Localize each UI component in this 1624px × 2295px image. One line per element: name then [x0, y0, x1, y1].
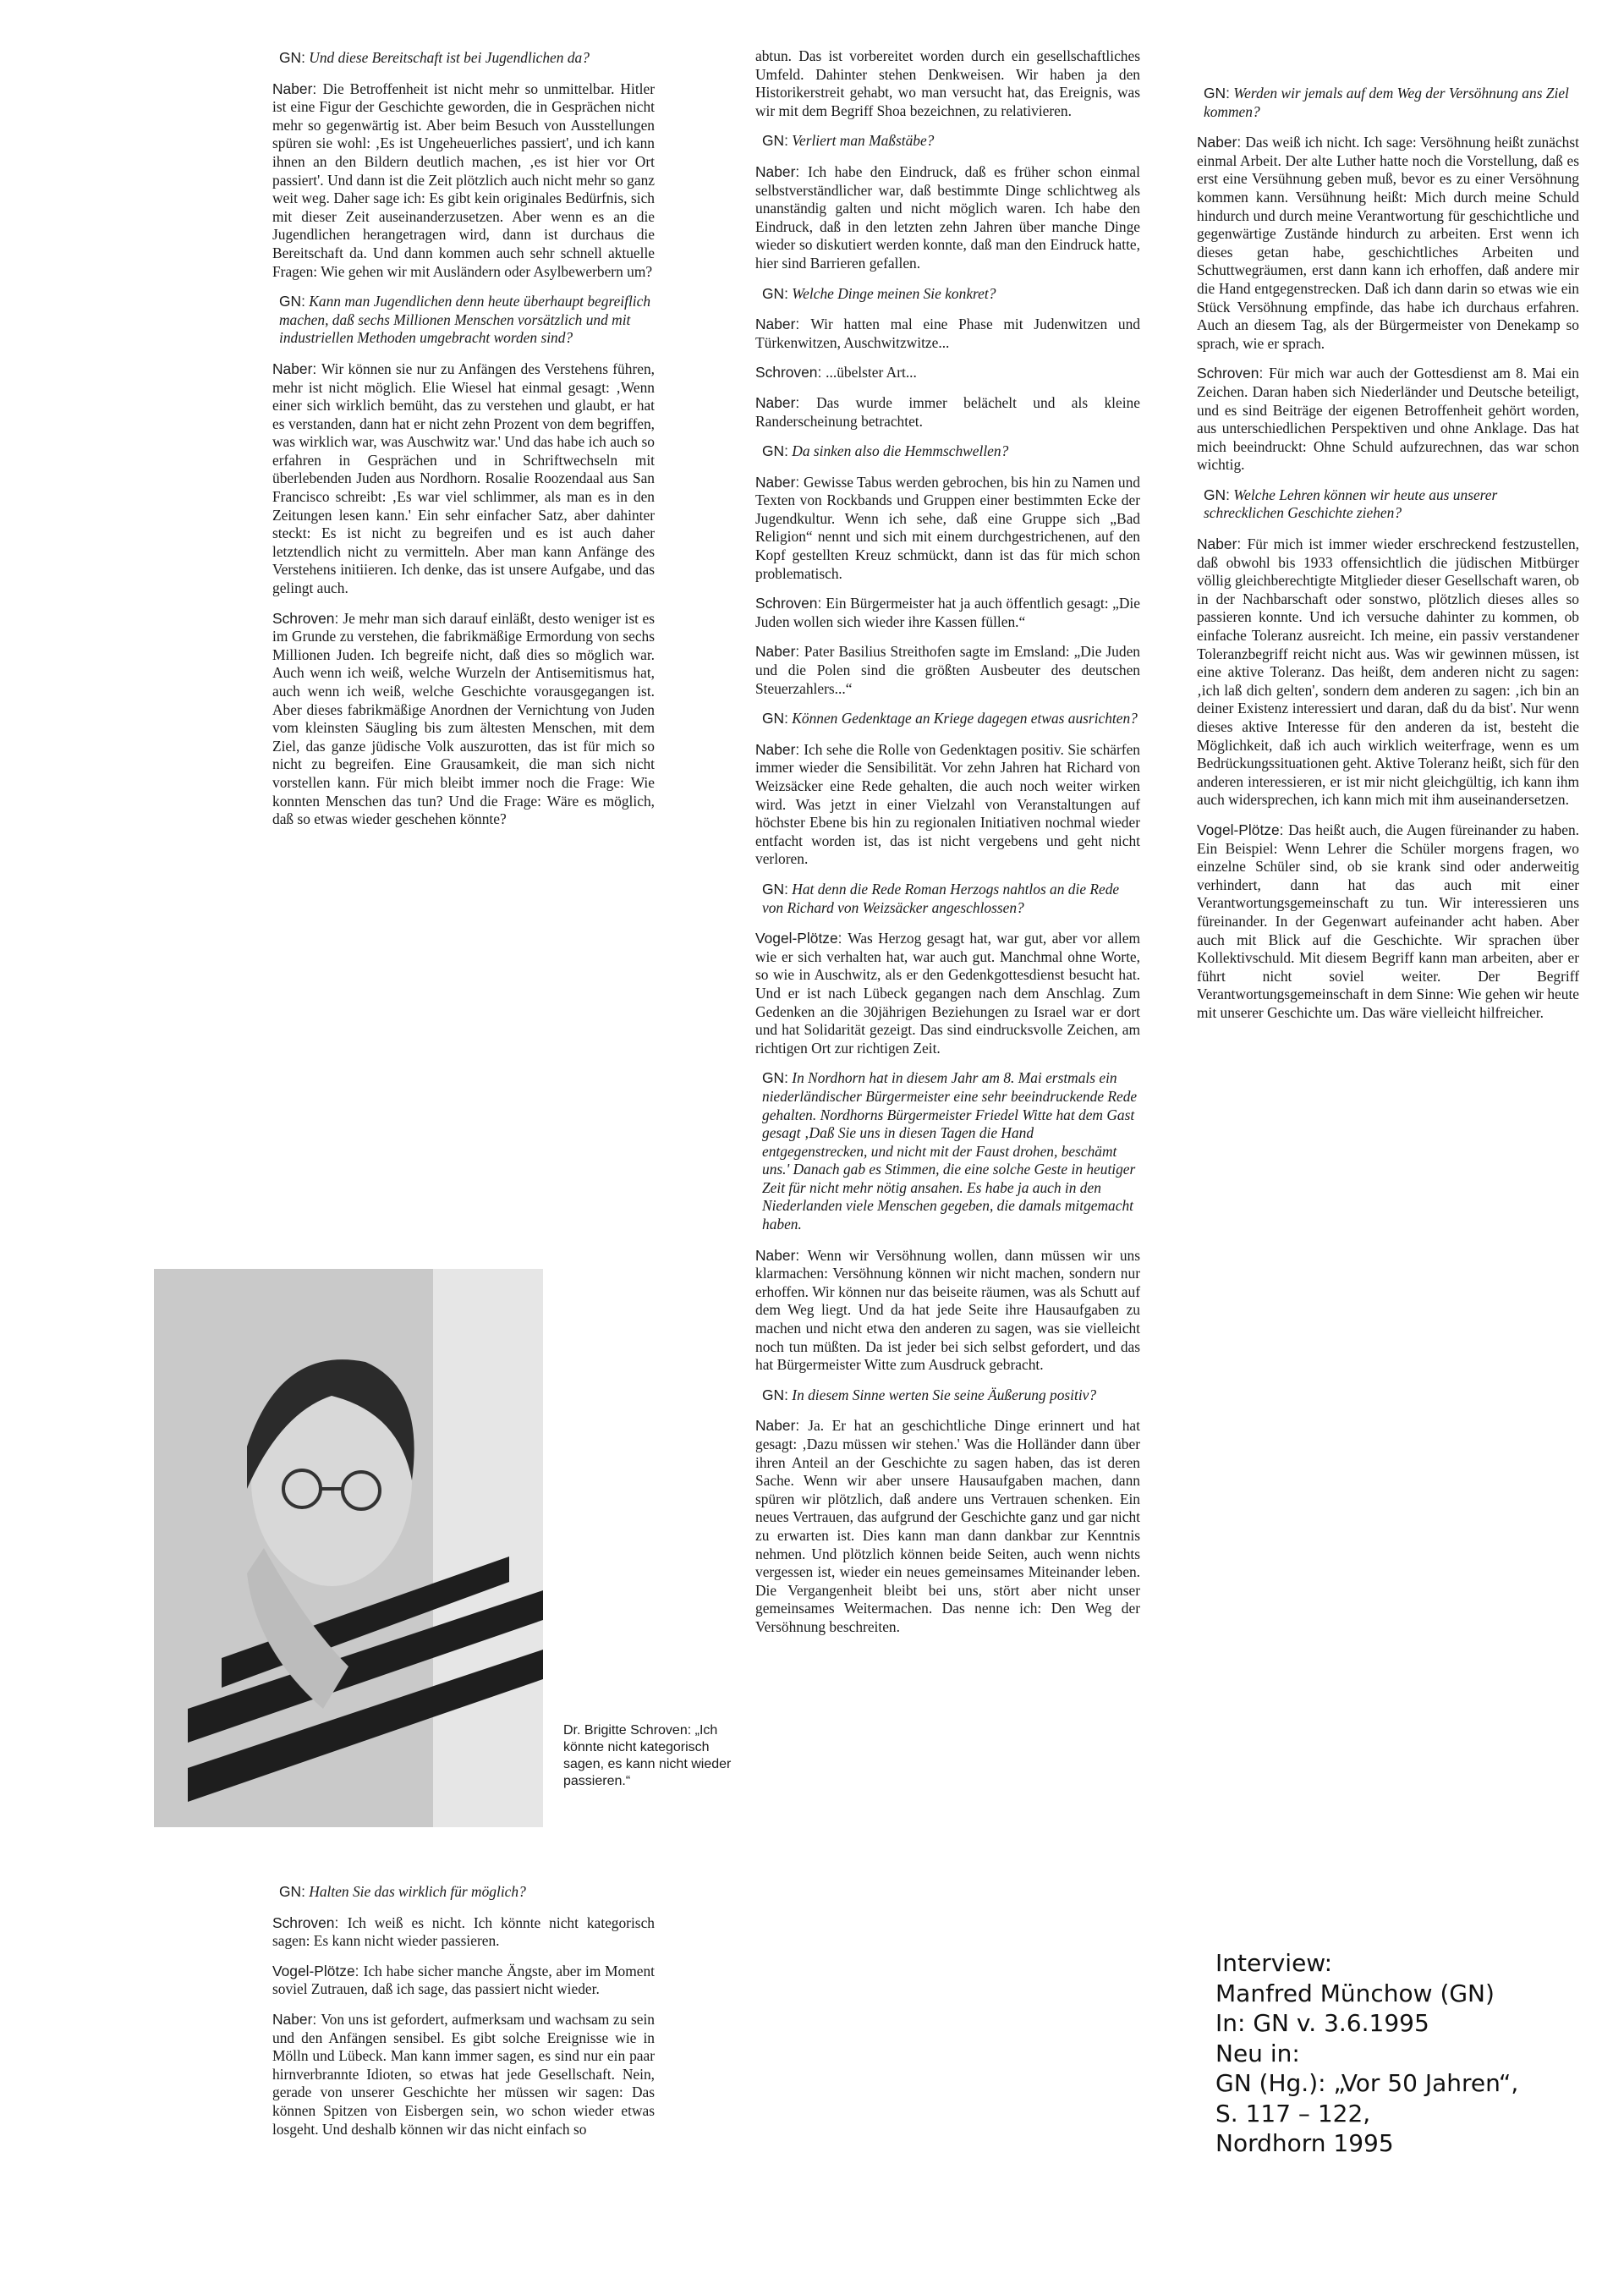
speaker-label: Naber:: [755, 162, 800, 180]
column-2: [755, 47, 1140, 1649]
speaker-label: Naber:: [1197, 134, 1242, 151]
photo-caption: Dr. Brigitte Schroven: „Ich könnte nicht kategorisch sagen, es kann nicht wieder passieren.“: [563, 1723, 732, 1788]
speaker-label: GN:: [1204, 85, 1230, 102]
speaker-label: Schroven:: [755, 595, 822, 612]
paragraph-text: Das weiß ich nicht. Ich sage: Versöhnung heißt zunächst einmal Arbeit. Der alte Luther hatte noch die Vorstellung, daß es erst eine Versühnung geben muß, bevor es zu einer Versöhnung kommen kann. Versühnung heißt: Mich durch meine Schuld hindurch und durch meine Verantwortung für geschichtliche und gegenwärtige Zustände hindurch zu arbeiten. Erst wenn ich dieses getan habe, geschichtliches Arbeiten und Schuttwegräumen, erst dann kann ich erhoffen, daß andere mir die Hand entgegenstrecken. Daß ich dann darin so etwas wie ein Stück Versöhnung empfinde, das habe ich durchaus erfahren. Auch an diesem Tag, als der Bürgermeister von Denekamp so sprach, wie er sprach.: [1197, 134, 1579, 352]
interview-answer: [755, 1417, 1140, 1636]
interview-question: [755, 710, 1140, 728]
speaker-label: Naber:: [755, 393, 800, 411]
interview-question: [1197, 486, 1579, 523]
paragraph-text: Ich habe sicher manche Ängste, aber im Moment soviel Zutrauen, daß ich sage, das passiert nicht wieder.: [272, 1962, 655, 1998]
interview-question: [755, 881, 1140, 917]
speaker-label: GN:: [762, 442, 788, 460]
paragraph-text: ...übelster Art...: [826, 364, 917, 382]
portrait-photo: [154, 1269, 543, 1827]
speaker-label: Naber:: [272, 360, 317, 377]
paragraph-text: Was Herzog gesagt hat, war gut, aber vor allem wie er sich verhalten hat, war auch gut. Manchmal ohne Worte, so wie in Auschwitz, als er den Gedenkgottesdienst besucht hat. Und er ist nach Lübeck gegangen nach dem Anschlag. Zum Gedenken an die 30jährigen Beziehungen zu Israel war er dort und hat Solidarität gezeigt. Das sind eindrucksvolle Zeichen, am richtigen Ort zur richtigen Zeit.: [755, 930, 1140, 1057]
paragraph-text: Ich weiß es nicht. Ich könnte nicht kategorisch sagen: Es kann nicht wieder passieren.: [272, 1913, 655, 1950]
speaker-label: GN:: [762, 1069, 788, 1087]
speaker-label: GN:: [279, 1883, 305, 1900]
speaker-label: Naber:: [755, 643, 800, 661]
interview-answer: [755, 163, 1140, 273]
paragraph-text: Halten Sie das wirklich für möglich?: [309, 1883, 526, 1900]
speaker-label: Naber:: [755, 473, 800, 491]
paragraph-text: Welche Lehren können wir heute aus unserer schrecklichen Geschichte ziehen?: [1204, 486, 1498, 522]
source-credit: [1215, 1948, 1520, 2159]
interview-answer: [755, 47, 1140, 120]
column-1: [272, 49, 655, 841]
speaker-label: GN:: [762, 132, 788, 150]
paragraph-text: Ein Bürgermeister hat ja auch öffentlich gesagt: „Die Juden wollen sich wieder ihre Kassen füllen.“: [755, 595, 1140, 630]
speaker-label: GN:: [762, 1386, 788, 1403]
interview-question: [272, 1883, 655, 1902]
column-3: [1197, 85, 1579, 1035]
speaker-label: Naber:: [272, 2010, 317, 2028]
paragraph-text: Das wurde immer belächelt und als kleine Randerscheinung betrachtet.: [755, 393, 1140, 430]
interview-answer: [755, 930, 1140, 1057]
speaker-label: Naber:: [1197, 535, 1242, 553]
speaker-label: Vogel-Plötze:: [1197, 821, 1284, 838]
interview-answer: [272, 610, 655, 829]
credit-line: Manfred Münchow (GN): [1215, 1979, 1495, 2007]
interview-question: [755, 132, 1140, 151]
paragraph-text: Wir hatten mal eine Phase mit Judenwitzen und Türkenwitzen, Auschwitzwitze...: [755, 316, 1140, 351]
speaker-label: Naber:: [755, 1246, 800, 1264]
interview-answer: [272, 360, 655, 598]
credit-line: GN (Hg.): „Vor 50 Jahren“,: [1215, 2069, 1519, 2097]
paragraph-text: In Nordhorn hat in diesem Jahr am 8. Mai erstmals ein niederländischer Bürgermeister eine sehr beeindruckende Rede gehalten. Nordhorns Bürgermeister Friedel Witte hat dem Gast gesagt ‚Daß Sie uns in diesen Tagen die Hand entgegenstrecken, und nicht mit der Faust drohen, beschämt uns.' Danach gab es Stimmen, die eine solche Geste in heutiger Zeit für nicht mehr nötig ansahen. Es habe ja auch in den Niederlanden viele Menschen gegeben, die damals mitgemacht haben.: [762, 1069, 1138, 1233]
paragraph-text: Verliert man Maßstäbe?: [792, 132, 935, 150]
speaker-label: Vogel-Plötze:: [755, 930, 842, 947]
column-1-lower: [272, 1883, 655, 2150]
paragraph-text: Von uns ist gefordert, aufmerksam und wachsam zu sein und den Anfängen sensibel. Es gibt solche Ereignisse wie in Mölln und Lübeck. Man kann immer sagen, es sind nur ein paar hirnverbrannte Idioten, so etwas hat jede Gesellschaft. Nein, gerade von unserer Geschichte her müssen wir sagen: Das können Spitzen von Eisbergen sein, wo schon wieder etwas losgeht. Und deshalb können wir das nicht einfach so: [272, 2010, 655, 2138]
paragraph-text: Ich habe den Eindruck, daß es früher schon einmal selbstverständlicher war, daß bestimmte Dinge schlichtweg als unanständig galten und nicht möglich waren. Ich habe den Eindruck, daß in den letzten zehn Jahren über manche Dinge wieder so diskutiert werden konnte, daß man den Eindruck hatte, hier sind Barrieren gefallen.: [755, 162, 1140, 272]
speaker-label: Naber:: [272, 80, 317, 97]
interview-answer: [272, 1914, 655, 1951]
paragraph-text: Hat denn die Rede Roman Herzogs nahtlos an die Rede von Richard von Weizsäcker angeschlossen?: [762, 880, 1120, 916]
interview-question: [1197, 85, 1579, 121]
paragraph-text: In diesem Sinne werten Sie seine Äußerung positiv?: [792, 1386, 1097, 1403]
speaker-label: GN:: [762, 710, 788, 727]
paragraph-text: Je mehr man sich darauf einläßt, desto weniger ist es im Grunde zu verstehen, die fabrikmäßige Ermordung von sechs Millionen Juden. Ich begreife nicht, daß dies so möglich war. Auch wenn ich weiß, welche Wurzeln der Antisemitismus hat, auch wenn ich weiß, welche Geschichte vorausgegangen ist. Aber dieses fabrikmäßige Anordnen der Vernichtung von Juden vom kleinsten Säugling bis zum ältesten Menschen, mit dem Ziel, das ganze jüdische Volk auszurotten, das ist für mich so nicht zu begreifen. Eine Grausamkeit, die man sich nicht vorstellen kann. Für mich bleibt immer noch die Frage: Wie konnten Menschen das tun? Und die Frage: Wäre es möglich, daß so etwas wieder geschehen könnte?: [272, 609, 655, 828]
paragraph-text: Ich sehe die Rolle von Gedenktagen positiv. Sie schärfen immer wieder die Sensibilität. Vor zehn Jahren hat Richard von Weizsäcker eine Rede gehalten, die auch noch weiter wirken wird. Was jetzt in einer Vielzahl von Veranstaltungen auf höchster Ebene bis hin zu regionalen Initiativen nochmal wieder entfacht worden ist, das ist nicht vergebens und geht nicht verloren.: [755, 740, 1140, 868]
paragraph-text: Welche Dinge meinen Sie konkret?: [792, 284, 996, 302]
interview-question: [755, 1069, 1140, 1233]
credit-line: Neu in:: [1215, 2039, 1300, 2067]
interview-answer: [755, 595, 1140, 631]
interview-question: [755, 1386, 1140, 1405]
interview-answer: [1197, 134, 1579, 353]
speaker-label: GN:: [762, 880, 788, 898]
interview-answer: [272, 1963, 655, 1999]
speaker-label: GN:: [279, 293, 305, 310]
speaker-label: GN:: [762, 284, 788, 302]
speaker-label: Naber:: [755, 316, 800, 333]
paragraph-text: Und diese Bereitschaft ist bei Jugendlichen da?: [309, 49, 590, 66]
paragraph-text: Das heißt auch, die Augen füreinander zu haben. Ein Beispiel: Wenn Lehrer die Schüler morgens fragen, wo einzelne Schüler sind, ob sie krank sind oder anderweitig verhindert, dann hat das auch mit einer Verantwortungsgemeinschaft zu tun. Wir interessieren uns füreinander. In der Gegenwart aufeinander acht haben. Aber auch mit Blick auf die Geschichte. Wir sprachen über Kollektivschuld. Mit diesem Begriff kann man arbeiten, aber er führt nicht soviel weiter. Der Begriff Verantwortungsgemeinschaft in dem Sinne: Wie gehen wir heute mit unserer Geschichte um. Das wäre vielleicht hilfreicher.: [1197, 821, 1579, 1021]
interview-question: [272, 49, 655, 68]
interview-answer: [755, 364, 1140, 382]
paragraph-text: Gewisse Tabus werden gebrochen, bis hin zu Namen und Texten von Rockbands und Gruppen einer bestimmten Ecke der Jugendkultur. Wenn ich sehe, daß eine Gruppe sich „Bad Religion“ nennt und sich mit einem durchgestrichenen, auf den Kopf gestellten Kreuz schmückt, dann ist das für mich schon problematisch.: [755, 473, 1140, 582]
paragraph-text: Für mich war auch der Gottesdienst am 8. Mai ein Zeichen. Daran haben sich Niederländer und Deutsche beteiligt, und es sind Beiträge der eigenen Betroffenheit gehört worden, aus unterschiedlichen Perspektiven und ohne Anklage. Das hat mich beeindruckt: Ohne Schuld aufzurechnen, das war schon wichtig.: [1197, 365, 1580, 474]
credit-line: Interview:: [1215, 1949, 1333, 1977]
interview-answer: [755, 316, 1140, 352]
paragraph-text: Die Betroffenheit ist nicht mehr so unmittelbar. Hitler ist eine Figur der Geschichte geworden, die in Gesprächen nicht mehr so gegenwärtig ist. Aber beim Besuch von Ausstellungen spüren sie wohl: ‚Es ist Ungeheuerliches passiert', und ich kann ihnen an den Bildern deutlich machen, ‚es ist hier vor Ort passiert'. Und dann ist die Zeit plötzlich auch nicht mehr so ganz weit weg. Daher sage ich: Es gibt kein originales Bedürfnis, sich mit dieser Zeit auseinanderzusetzen. Aber wenn es an die Jugendlichen herangetragen wird, dann ist durchaus die Bereitschaft da. Und dann kommen auch sehr schnell aktuelle Fragen: Wie gehen wir mit Ausländern oder Asylbewerbern um?: [272, 80, 655, 280]
credit-line: Nordhorn 1995: [1215, 2129, 1394, 2157]
paragraph-text: Wir können sie nur zu Anfängen des Verstehens führen, mehr ist nicht möglich. Elie Wiesel hat einmal gesagt: ‚Wenn einer sich wirklich bemüht, das zu verstehen und glaubt, er hat es verstanden, dann hat er nicht zehn Prozent von dem begriffen, was wirklich war, was Auschwitz war.' Und das habe ich auch so erfahren in Gesprächen und in Schriftwechseln mit überlebenden Juden aus Nordhorn. Rosalie Roozendaal aus San Francisco schreibt: ‚Es war viel schlimmer, als man es in den Zeitungen lesen kann.' Ein sehr einfacher Satz, aber dahinter steckt: Es ist nicht zu begreifen und es ist auch daher letztendlich nicht zu vermitteln. Aber man kann Anfänge des Verstehens initiieren. Ich denke, das ist unsere Aufgabe, und das gelingt auch.: [272, 360, 655, 597]
interview-question: [755, 442, 1140, 461]
interview-answer: [755, 394, 1140, 431]
interview-answer: [1197, 535, 1579, 810]
interview-answer: [1197, 365, 1579, 475]
portrait-image-icon: [154, 1269, 543, 1827]
paragraph-text: Kann man Jugendlichen denn heute überhaupt begreiflich machen, daß sechs Millionen Menschen vorsätzlich und mit industriellen Methoden umgebracht worden sind?: [279, 293, 651, 347]
paragraph-text: abtun. Das ist vorbereitet worden durch ein gesellschaftliches Umfeld. Dahinter stehen Denkweisen. Wir haben ja den Historikerstreit gehabt, wo man versucht hat, das Ereignis, was wir mit dem Begriff Shoa bezeichnen, zu relativieren.: [755, 47, 1140, 119]
paragraph-text: Ja. Er hat an geschichtliche Dinge erinnert und hat gesagt: ‚Dazu müssen wir stehen.' Was die Holländer dann über ihren Anteil an der Geschichte zu sagen haben, das ist deren Sache. Wenn wir aber unsere Hausaufgaben machen, dann spüren wir plötzlich, daß andere uns Vertrauen schenken. Ein neues Vertrauen, das aufgrund der Geschichte ganz und gar nicht zu erwarten ist. Dies kann man dann dankbar zur Kenntnis nehmen. Und plötzlich können beide Seiten, auch wenn nichts vergessen ist, wieder ein neues gemeinsames Miteinander leben. Die Vergangenheit bleibt bei uns, stört aber nicht unser gemeinsames Weitermachen. Das nenne ich: Den Weg der Versöhnung beschreiten.: [755, 1417, 1140, 1635]
paragraph-text: Da sinken also die Hemmschwellen?: [792, 442, 1009, 460]
speaker-label: Schroven:: [755, 364, 822, 382]
interview-answer: [755, 1247, 1140, 1375]
paragraph-text: Für mich ist immer wieder erschreckend festzustellen, daß obwohl bis 1933 offensichtlich die jüdischen Mitbürger völlig gleichberechtigte Mitglieder dieser Gesellschaft waren, ob in der Nachbarschaft oder sonstwo, plötzlich dieses alles so passieren konnte. Und ich versuche dahinter zu kommen, ob einfache Toleranz ausreicht. Ich meine, ein passiv verstandener Toleranzbegriff reicht nicht aus. Was wir gewinnen müssen, ist eine aktive Toleranz. Das heißt, dem anderen nicht zu sagen: ‚ich laß dich gelten', sondern dem anderen zu sagen: ‚ich bin an deiner Existenz interessiert und daran, daß du da bist'. Nur wenn dieses aktive Interesse für den anderen da ist, besteht die Möglichkeit, daß ich auch wirklich weiterfrage, wenn es um Bedrückungssituationen geht. Aktive Toleranz heißt, sich für den anderen interessieren, er ist mir nicht gleichgültig, ich kann ihm auch widersprechen, ich kann mich mit ihm auseinandersetzen.: [1197, 535, 1579, 809]
paragraph-text: Können Gedenktage an Kriege dagegen etwas ausrichten?: [792, 710, 1138, 727]
interview-answer: [1197, 821, 1579, 1023]
interview-question: [755, 285, 1140, 304]
interview-question: [272, 293, 655, 348]
interview-answer: [755, 474, 1140, 584]
interview-answer: [755, 741, 1140, 869]
interview-answer: [755, 643, 1140, 698]
speaker-label: Schroven:: [272, 1913, 339, 1931]
credit-line: In: GN v. 3.6.1995: [1215, 2009, 1429, 2037]
speaker-label: GN:: [279, 49, 305, 66]
paragraph-text: Wenn wir Versöhnung wollen, dann müssen wir uns klarmachen: Versöhnung können wir nicht machen, sondern nur erhoffen. Wir können nur das beiseite räumen, was als Schutt auf dem Weg liegt. Und da hat jede Seite ihre Hausaufgaben zu machen und nicht etwa den anderen zu sagen, was sie vielleicht noch tun müßten. Da ist jeder bei sich selbst gefordert, und das hat Bürgermeister Witte zum Ausdruck gebracht.: [755, 1246, 1140, 1374]
credit-line: S. 117 – 122,: [1215, 2099, 1371, 2128]
interview-answer: [272, 2011, 655, 2139]
speaker-label: Schroven:: [1197, 365, 1264, 382]
paragraph-text: Werden wir jemals auf dem Weg der Versöhnung ans Ziel kommen?: [1204, 85, 1569, 120]
speaker-label: Naber:: [755, 1417, 800, 1435]
paragraph-text: Pater Basilius Streithofen sagte im Emsland: „Die Juden und die Polen sind die größten Ausbeuter des deutschen Steuerzahlers...“: [755, 643, 1140, 697]
speaker-label: Naber:: [755, 740, 800, 758]
speaker-label: Vogel-Plötze:: [272, 1962, 359, 1979]
speaker-label: Schroven:: [272, 609, 339, 627]
speaker-label: GN:: [1204, 486, 1230, 503]
interview-answer: [272, 80, 655, 282]
